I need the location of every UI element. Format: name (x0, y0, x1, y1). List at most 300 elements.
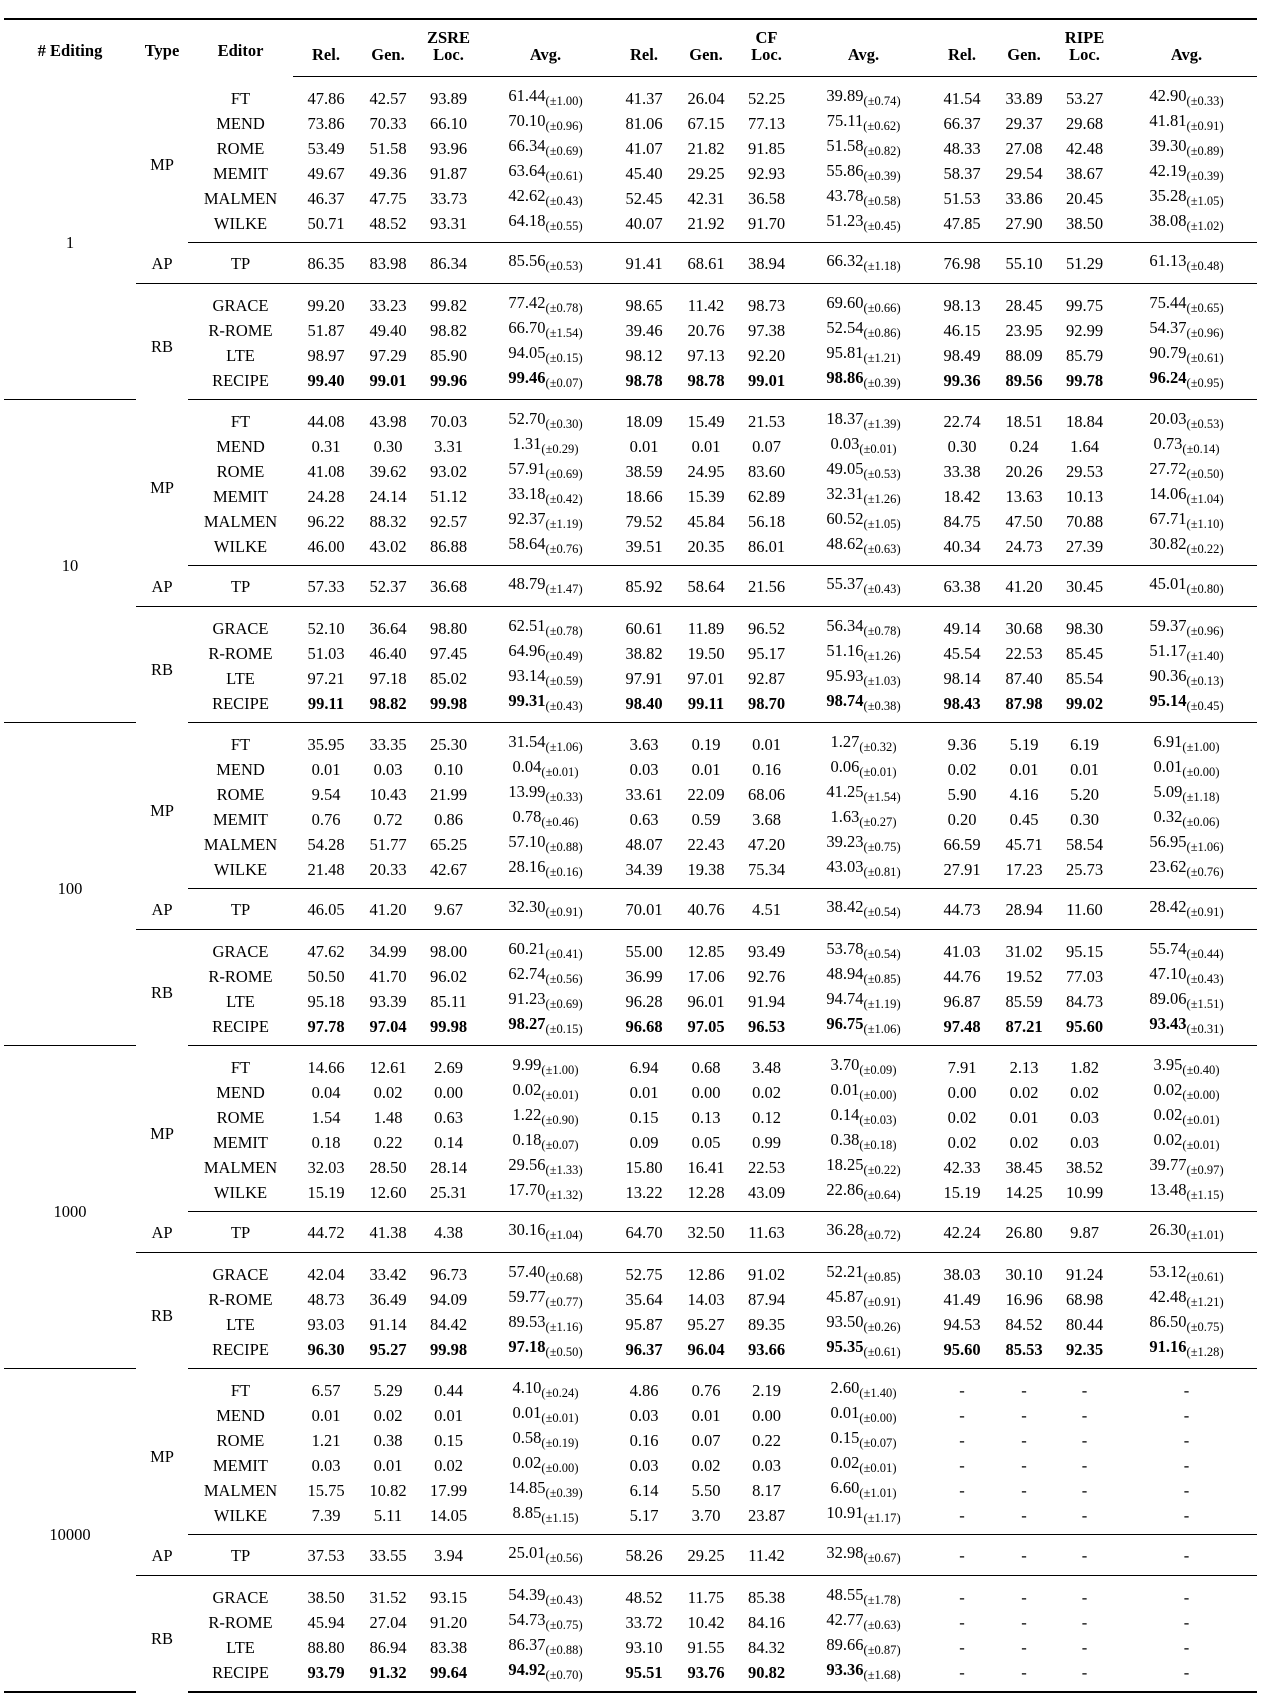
header-zsre-gen: Gen. (359, 46, 417, 77)
avg-value: 0.18 (512, 1130, 542, 1149)
cell-rel: 15.19 (293, 1180, 359, 1212)
std-open-paren: ( (545, 1188, 550, 1202)
cell-gen: 29.25 (677, 1535, 735, 1576)
cell-loc: 84.42 (429, 1315, 468, 1334)
std-open-paren: ( (1182, 442, 1187, 456)
cell-rel: 0.15 (629, 1108, 659, 1127)
std-open-paren: ( (863, 1163, 868, 1177)
avg-std: ±0.22 (867, 1163, 897, 1177)
avg-std: ±0.31 (1190, 1022, 1220, 1036)
cell-loc: 22.53 (747, 1158, 786, 1177)
cell-loc: 66.10 (429, 114, 468, 133)
avg-value: 6.60 (830, 1478, 860, 1497)
cell-rel: 94.53 (943, 1315, 981, 1334)
std-close-paren: ) (1219, 972, 1224, 986)
cell-rel: 0.04 (311, 1083, 341, 1102)
table-row (4, 1428, 1257, 1453)
avg-value: 23.62 (1149, 857, 1187, 876)
avg-std: ±0.40 (1186, 1063, 1216, 1077)
cell-loc: - (1081, 1456, 1088, 1475)
cell-avg (1116, 1453, 1257, 1478)
cell-avg (1116, 757, 1257, 782)
std-close-paren: ) (574, 1063, 579, 1077)
cell-avg (1116, 400, 1257, 435)
cell-gen: 97.05 (677, 1014, 735, 1046)
cell-gen: 0.72 (373, 810, 403, 829)
cell-loc: 92.87 (747, 669, 786, 688)
cell-avg (798, 534, 929, 566)
cell-avg (1116, 1576, 1257, 1611)
cell-rel: 15.80 (625, 1158, 663, 1177)
std-open-paren: ( (545, 492, 550, 506)
cell-gen: 41.20 (995, 566, 1053, 607)
avg-std: ±0.39 (867, 376, 897, 390)
avg-std: ±0.74 (867, 94, 897, 108)
editor-type: RB (150, 982, 173, 1002)
cell-avg (480, 1610, 611, 1635)
std-open-paren: ( (859, 1461, 864, 1475)
cell-gen: 0.30 (373, 437, 403, 456)
cell-loc: 1.82 (1070, 1058, 1099, 1077)
std-open-paren: ( (545, 865, 550, 879)
editor-name: WILKE (188, 857, 293, 889)
cell-loc: 99.01 (735, 368, 798, 400)
std-open-paren: ( (859, 1486, 864, 1500)
editor-type: MP (150, 800, 174, 820)
avg-std: ±0.01 (863, 765, 893, 779)
std-close-paren: ) (1219, 840, 1224, 854)
std-close-paren: ) (1219, 1320, 1224, 1334)
cell-loc: 1.64 (1070, 437, 1099, 456)
cell-gen: 0.59 (691, 810, 721, 829)
cell-loc: 3.31 (434, 437, 463, 456)
editor-type: AP (136, 889, 188, 930)
cell-rel: 0.00 (947, 1083, 977, 1102)
std-close-paren: ) (896, 1593, 901, 1607)
header-editing: # Editing (4, 19, 136, 77)
avg-value: 42.90 (1149, 86, 1187, 105)
cell-gen: 15.39 (687, 487, 725, 506)
cell-rel: 98.49 (943, 346, 981, 365)
avg-std: ±0.95 (1190, 376, 1220, 390)
cell-avg (480, 1337, 611, 1369)
cell-avg (480, 666, 611, 691)
std-open-paren: ( (1186, 467, 1191, 481)
table-row (4, 318, 1257, 343)
std-open-paren: ( (863, 259, 868, 273)
std-open-paren: ( (545, 582, 550, 596)
editing-count: 100 (4, 723, 136, 1046)
avg-value: 89.66 (826, 1635, 864, 1654)
avg-std: ±0.67 (867, 1551, 897, 1565)
cell-gen: - (995, 1535, 1053, 1576)
cell-loc: 51.29 (1053, 243, 1116, 284)
cell-rel: 55.00 (625, 942, 663, 961)
avg-std: ±0.91 (1190, 119, 1220, 133)
cell-loc: 85.79 (1065, 346, 1104, 365)
avg-std: ±1.06 (867, 1022, 897, 1036)
cell-loc: 9.67 (417, 889, 480, 930)
std-close-paren: ) (578, 492, 583, 506)
cell-gen: 38.45 (1005, 1158, 1043, 1177)
avg-value: 6.91 (1153, 732, 1183, 751)
std-close-paren: ) (578, 972, 583, 986)
cell-rel: 9.36 (947, 735, 977, 754)
cell-avg (798, 641, 929, 666)
avg-value: 75.11 (826, 111, 864, 130)
cell-loc: 42.67 (417, 857, 480, 889)
cell-rel: 99.40 (293, 368, 359, 400)
cell-rel: 38.82 (625, 644, 663, 663)
cell-rel: 47.85 (929, 211, 995, 243)
avg-value: 0.04 (512, 757, 542, 776)
cell-gen: 0.01 (691, 437, 721, 456)
cell-rel: 50.50 (307, 967, 345, 986)
avg-value: 0.01 (1153, 757, 1183, 776)
cell-rel: 95.60 (929, 1337, 995, 1369)
cell-avg (1116, 989, 1257, 1014)
std-close-paren: ) (892, 1113, 897, 1127)
cell-loc: 92.57 (429, 512, 468, 531)
std-close-paren: ) (578, 517, 583, 531)
cell-gen: 0.02 (1009, 1133, 1039, 1152)
std-open-paren: ( (1182, 1138, 1187, 1152)
cell-rel: 41.03 (943, 942, 981, 961)
avg-value: 13.48 (1149, 1180, 1187, 1199)
cell-rel: 40.07 (611, 211, 677, 243)
avg-std: ±0.85 (867, 972, 897, 986)
table-row (4, 641, 1257, 666)
editor-name: LTE (226, 1638, 255, 1657)
avg-std: ±0.86 (867, 326, 897, 340)
editor-name: R-ROME (208, 1613, 273, 1632)
cell-gen: 22.43 (687, 835, 725, 854)
std-open-paren: ( (1186, 219, 1191, 233)
cell-gen: 20.33 (359, 857, 417, 889)
avg-std: ±0.89 (1190, 144, 1220, 158)
cell-avg (480, 1105, 611, 1130)
editor-name: MEMIT (213, 164, 268, 183)
cell-rel: 45.40 (625, 164, 663, 183)
cell-rel: 6.94 (629, 1058, 659, 1077)
std-close-paren: ) (896, 169, 901, 183)
cell-loc: 68.98 (1065, 1290, 1104, 1309)
avg-std: ±0.65 (1190, 301, 1220, 315)
avg-std: ±0.00 (545, 1461, 575, 1475)
cell-avg (1116, 484, 1257, 509)
avg-value: 77.42 (508, 293, 546, 312)
cell-loc: 0.86 (434, 810, 463, 829)
std-open-paren: ( (859, 1088, 864, 1102)
cell-loc: 91.02 (747, 1265, 786, 1284)
avg-value: 59.37 (1149, 616, 1187, 635)
editor-name: MEMIT (213, 1133, 268, 1152)
avg-value: 39.89 (826, 86, 864, 105)
cell-avg (480, 723, 611, 758)
cell-rel: 96.30 (293, 1337, 359, 1369)
std-open-paren: ( (1186, 1320, 1191, 1334)
avg-std: ±0.90 (545, 1113, 575, 1127)
cell-loc: 98.80 (429, 619, 468, 638)
avg-value: 60.21 (508, 939, 546, 958)
cell-avg (480, 243, 611, 284)
cell-loc: 38.67 (1065, 164, 1104, 183)
avg-value: 43.78 (826, 186, 864, 205)
avg-std: ±0.96 (549, 119, 579, 133)
std-close-paren: ) (578, 905, 583, 919)
cell-rel: 96.28 (625, 992, 663, 1011)
avg-value: 96.75 (826, 1014, 864, 1033)
cell-avg (480, 1212, 611, 1253)
editor-name: MALMEN (203, 189, 278, 208)
avg-value: 55.86 (826, 161, 864, 180)
std-close-paren: ) (1219, 94, 1224, 108)
cell-gen: 58.64 (677, 566, 735, 607)
header-dataset-ripe: RIPE (1053, 19, 1116, 46)
cell-gen: 0.76 (691, 1381, 721, 1400)
table-row (4, 832, 1257, 857)
std-close-paren: ) (1219, 1295, 1224, 1309)
std-open-paren: ( (545, 169, 550, 183)
avg-value: 0.02 (1153, 1105, 1183, 1124)
table-row (4, 284, 1257, 319)
cell-rel: 46.00 (293, 534, 359, 566)
cell-gen: 89.56 (995, 368, 1053, 400)
std-close-paren: ) (1219, 1022, 1224, 1036)
std-open-paren: ( (863, 517, 868, 531)
avg-std: ±0.01 (1186, 1138, 1216, 1152)
cell-rel: 41.37 (625, 89, 663, 108)
cell-rel: 22.74 (943, 412, 981, 431)
std-open-paren: ( (1182, 740, 1187, 754)
cell-avg (480, 1312, 611, 1337)
std-close-paren: ) (896, 840, 901, 854)
table-row (4, 1576, 1257, 1611)
std-open-paren: ( (863, 194, 868, 208)
std-open-paren: ( (545, 119, 550, 133)
editor-name: R-ROME (208, 967, 273, 986)
std-open-paren: ( (541, 1436, 546, 1450)
std-close-paren: ) (1219, 699, 1224, 713)
avg-std: ±1.04 (549, 1228, 579, 1242)
avg-value: 89.53 (508, 1312, 546, 1331)
avg-value: 91.16 (1149, 1337, 1187, 1356)
cell-loc: 75.34 (735, 857, 798, 889)
avg-std: ±0.01 (545, 1088, 575, 1102)
avg-value: 59.77 (508, 1287, 546, 1306)
avg-value: 91.23 (508, 989, 546, 1008)
cell-rel: 44.73 (929, 889, 995, 930)
table-row (4, 1503, 1257, 1535)
avg-std: ±0.63 (867, 542, 897, 556)
cell-avg (798, 1337, 929, 1369)
cell-loc: 14.05 (417, 1503, 480, 1535)
cell-avg (798, 1428, 929, 1453)
std-open-paren: ( (863, 376, 868, 390)
cell-rel: 81.06 (625, 114, 663, 133)
avg-std: ±0.15 (549, 351, 579, 365)
cell-loc: 0.01 (752, 735, 781, 754)
editor-type: RB (150, 336, 173, 356)
cell-avg (480, 434, 611, 459)
std-close-paren: ) (896, 1618, 901, 1632)
cell-avg (798, 607, 929, 642)
table-row (4, 566, 1257, 607)
cell-avg (798, 1478, 929, 1503)
cell-avg (1116, 641, 1257, 666)
avg-value: 47.10 (1149, 964, 1187, 983)
cell-gen: 43.02 (359, 534, 417, 566)
table-row (4, 1478, 1257, 1503)
avg-value: 27.72 (1149, 459, 1187, 478)
std-open-paren: ( (859, 815, 864, 829)
std-open-paren: ( (863, 947, 868, 961)
cell-avg (1116, 1369, 1257, 1404)
cell-rel: 42.33 (943, 1158, 981, 1177)
std-open-paren: ( (545, 417, 550, 431)
avg-std: ±0.75 (867, 840, 897, 854)
std-open-paren: ( (1186, 517, 1191, 531)
cell-gen: 93.39 (369, 992, 407, 1011)
cell-gen: 85.59 (1005, 992, 1043, 1011)
cell-loc: 96.53 (735, 1014, 798, 1046)
cell-rel: 33.38 (943, 462, 981, 481)
table-row (4, 1312, 1257, 1337)
cell-avg (1116, 1080, 1257, 1105)
cell-rel: 0.20 (947, 810, 977, 829)
cell-avg (480, 1046, 611, 1081)
avg-std: ±0.45 (1190, 699, 1220, 713)
avg-std: ±1.19 (549, 517, 579, 531)
editor-name: TP (188, 889, 293, 930)
cell-gen: 32.50 (677, 1212, 735, 1253)
cell-avg (1116, 1105, 1257, 1130)
cell-loc: 0.02 (752, 1083, 781, 1102)
cell-gen: 0.38 (373, 1431, 403, 1450)
cell-loc: 99.75 (1065, 296, 1104, 315)
avg-value: 57.40 (508, 1262, 546, 1281)
cell-avg (798, 1080, 929, 1105)
avg-std: ±0.91 (1190, 905, 1220, 919)
avg-std: ±0.76 (1190, 865, 1220, 879)
std-close-paren: ) (1219, 467, 1224, 481)
cell-rel: 0.02 (947, 1133, 977, 1152)
cell-gen: 12.85 (687, 942, 725, 961)
editor-name: MALMEN (203, 1158, 278, 1177)
table-row (4, 368, 1257, 400)
std-close-paren: ) (1215, 1138, 1220, 1152)
cell-avg (480, 368, 611, 400)
header-editor: Editor (188, 19, 293, 77)
cell-rel: 57.33 (293, 566, 359, 607)
cell-rel: 13.22 (611, 1180, 677, 1212)
editor-name: MEND (216, 1406, 265, 1425)
cell-rel: 64.70 (611, 1212, 677, 1253)
cell-loc: - (1081, 1613, 1088, 1632)
cell-rel: 15.75 (307, 1481, 345, 1500)
cell-gen: 28.50 (369, 1158, 407, 1177)
avg-std: ±0.42 (549, 492, 579, 506)
avg-std: ±0.54 (867, 947, 897, 961)
avg-value: 64.18 (508, 211, 546, 230)
cell-gen: 23.95 (1005, 321, 1043, 340)
cell-loc: - (1053, 1535, 1116, 1576)
avg-value: 0.02 (1153, 1130, 1183, 1149)
cell-avg (480, 1660, 611, 1692)
cell-gen: 33.35 (369, 735, 407, 754)
cell-rel: 41.54 (943, 89, 981, 108)
avg-std: ±1.68 (867, 1668, 897, 1682)
cell-loc: 94.09 (429, 1290, 468, 1309)
cell-gen: 96.04 (677, 1337, 735, 1369)
cell-gen: - (1021, 1481, 1027, 1500)
avg-std: ±0.69 (549, 467, 579, 481)
std-close-paren: ) (1219, 119, 1224, 133)
avg-value: - (1183, 1431, 1190, 1450)
cell-rel: 63.38 (929, 566, 995, 607)
avg-value: 99.46 (508, 368, 546, 387)
cell-loc: 0.12 (752, 1108, 781, 1127)
cell-gen: 22.09 (687, 785, 725, 804)
cell-avg (480, 1478, 611, 1503)
cell-rel: 91.41 (611, 243, 677, 284)
std-close-paren: ) (892, 1063, 897, 1077)
cell-gen: 11.75 (687, 1588, 725, 1607)
cell-gen: 5.29 (373, 1381, 403, 1400)
table-row (4, 691, 1257, 723)
avg-std: ±0.53 (549, 259, 579, 273)
cell-gen: 20.76 (687, 321, 725, 340)
std-close-paren: ) (578, 1188, 583, 1202)
std-open-paren: ( (545, 1295, 550, 1309)
avg-std: ±0.78 (867, 624, 897, 638)
cell-loc: 98.00 (429, 942, 468, 961)
std-open-paren: ( (1186, 649, 1191, 663)
std-open-paren: ( (863, 1511, 868, 1525)
cell-rel: - (959, 1431, 965, 1450)
std-open-paren: ( (545, 467, 550, 481)
cell-gen: 0.24 (1009, 437, 1039, 456)
cell-rel: 95.18 (307, 992, 345, 1011)
cell-loc: 95.60 (1053, 1014, 1116, 1046)
table-row (4, 459, 1257, 484)
cell-avg (1116, 1403, 1257, 1428)
cell-avg (480, 1369, 611, 1404)
header-dataset-cf: CF (735, 19, 798, 46)
avg-std: ±0.45 (867, 219, 897, 233)
std-close-paren: ) (896, 542, 901, 556)
avg-std: ±0.96 (1190, 624, 1220, 638)
cell-gen: 26.80 (995, 1212, 1053, 1253)
cell-avg (1116, 566, 1257, 607)
std-close-paren: ) (896, 351, 901, 365)
avg-value: 93.14 (508, 666, 546, 685)
cell-avg (1116, 434, 1257, 459)
avg-std: ±1.26 (867, 492, 897, 506)
std-open-paren: ( (1186, 144, 1191, 158)
cell-rel: 32.03 (307, 1158, 345, 1177)
cell-gen: 12.60 (359, 1180, 417, 1212)
std-open-paren: ( (863, 1345, 868, 1359)
cell-loc: 92.93 (747, 164, 786, 183)
cell-gen: 12.61 (369, 1058, 407, 1077)
cell-loc: 0.02 (1070, 1083, 1099, 1102)
cell-avg (480, 1253, 611, 1288)
cell-loc: 99.98 (417, 691, 480, 723)
cell-loc: 70.88 (1065, 512, 1104, 531)
avg-std: ±1.54 (549, 326, 579, 340)
cell-rel: 70.01 (611, 889, 677, 930)
